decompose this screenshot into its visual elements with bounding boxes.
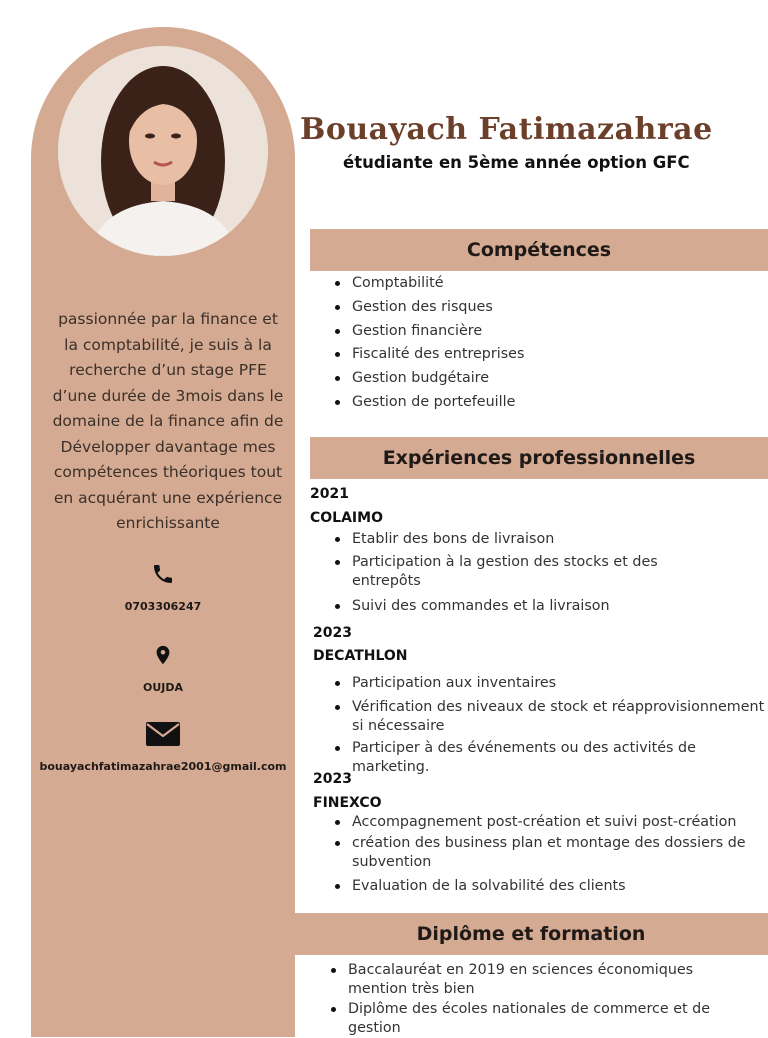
- job-company: COLAIMO: [310, 510, 383, 526]
- job-year: 2023: [313, 625, 352, 641]
- list-item: Participation aux inventaires: [330, 674, 768, 693]
- envelope-icon: [145, 720, 181, 748]
- contact-email: [31, 720, 295, 773]
- contact-phone: [31, 560, 295, 613]
- list-item: Participation à la gestion des stocks et des entrepôts: [330, 553, 660, 591]
- list-item: Fiscalité des entreprises: [330, 345, 524, 364]
- summary-line: Développer davantage mes: [60, 437, 276, 456]
- candidate-subtitle: étudiante en 5ème année option GFC: [343, 153, 690, 172]
- summary-line: enrichissante: [116, 514, 220, 532]
- list-item: Evaluation de la solvabilité des clients: [330, 877, 750, 896]
- phone-number[interactable]: 0703306247: [124, 600, 202, 613]
- summary-line: domaine de la finance afin de: [52, 412, 284, 430]
- job-company: FINEXCO: [313, 795, 382, 811]
- list-item: Gestion de portefeuille: [330, 393, 524, 412]
- list-item: Diplôme des écoles nationales de commerce et de gestion: [326, 1000, 756, 1038]
- list-item: Comptabilité: [330, 274, 524, 293]
- summary-line: en acquérant une expérience: [53, 488, 283, 507]
- list-item: Vérification des niveaux de stock et réapprovisionnement si nécessaire: [330, 698, 768, 736]
- section-header-competences: Compétences: [310, 229, 768, 271]
- list-item: création des business plan et montage des dossiers de subvention: [330, 834, 750, 872]
- list-item: Suivi des commandes et la livraison: [330, 597, 660, 616]
- list-item: Etablir des bons de livraison: [330, 530, 660, 549]
- section-header-diplomes: Diplôme et formation: [294, 913, 768, 955]
- email-address[interactable]: bouayachfatimazahrae2001@gmail.com: [39, 760, 287, 773]
- profile-photo: [58, 46, 268, 256]
- profile-summary: [40, 307, 296, 537]
- location-pin-icon: [152, 641, 174, 669]
- job-year: 2023: [313, 771, 352, 787]
- job-tasks: [330, 530, 660, 616]
- contact-city: [31, 641, 295, 694]
- portrait-illustration: [58, 46, 268, 256]
- summary-line: recherche d’un stage PFE: [69, 361, 267, 379]
- job-tasks: [330, 674, 768, 777]
- list-item: Gestion des risques: [330, 298, 524, 317]
- job-tasks: [330, 813, 750, 896]
- job-company: DECATHLON: [313, 648, 408, 664]
- summary-line: compétences théoriques tout: [53, 463, 283, 481]
- phone-icon: [151, 560, 175, 588]
- list-item: Gestion financière: [330, 322, 524, 341]
- summary-line: la comptabilité, je suis à la: [64, 335, 272, 354]
- list-item: Gestion budgétaire: [330, 369, 524, 388]
- summary-line: d’une durée de 3mois dans le: [52, 386, 284, 405]
- job-year: 2021: [310, 486, 349, 502]
- list-item: Accompagnement post-création et suivi post-création: [330, 813, 750, 832]
- candidate-name: Bouayach Fatimazahrae: [300, 112, 713, 147]
- section-header-experiences: Expériences professionnelles: [310, 437, 768, 479]
- list-item: Baccalauréat en 2019 en sciences économiques mention très bien: [326, 961, 756, 999]
- summary-line: passionnée par la finance et: [58, 310, 278, 328]
- diplomes-list: [326, 961, 756, 1038]
- city-label: OUJDA: [142, 681, 184, 694]
- list-item: Participer à des événements ou des activités de marketing.: [330, 739, 768, 777]
- competences-list: [330, 274, 524, 412]
